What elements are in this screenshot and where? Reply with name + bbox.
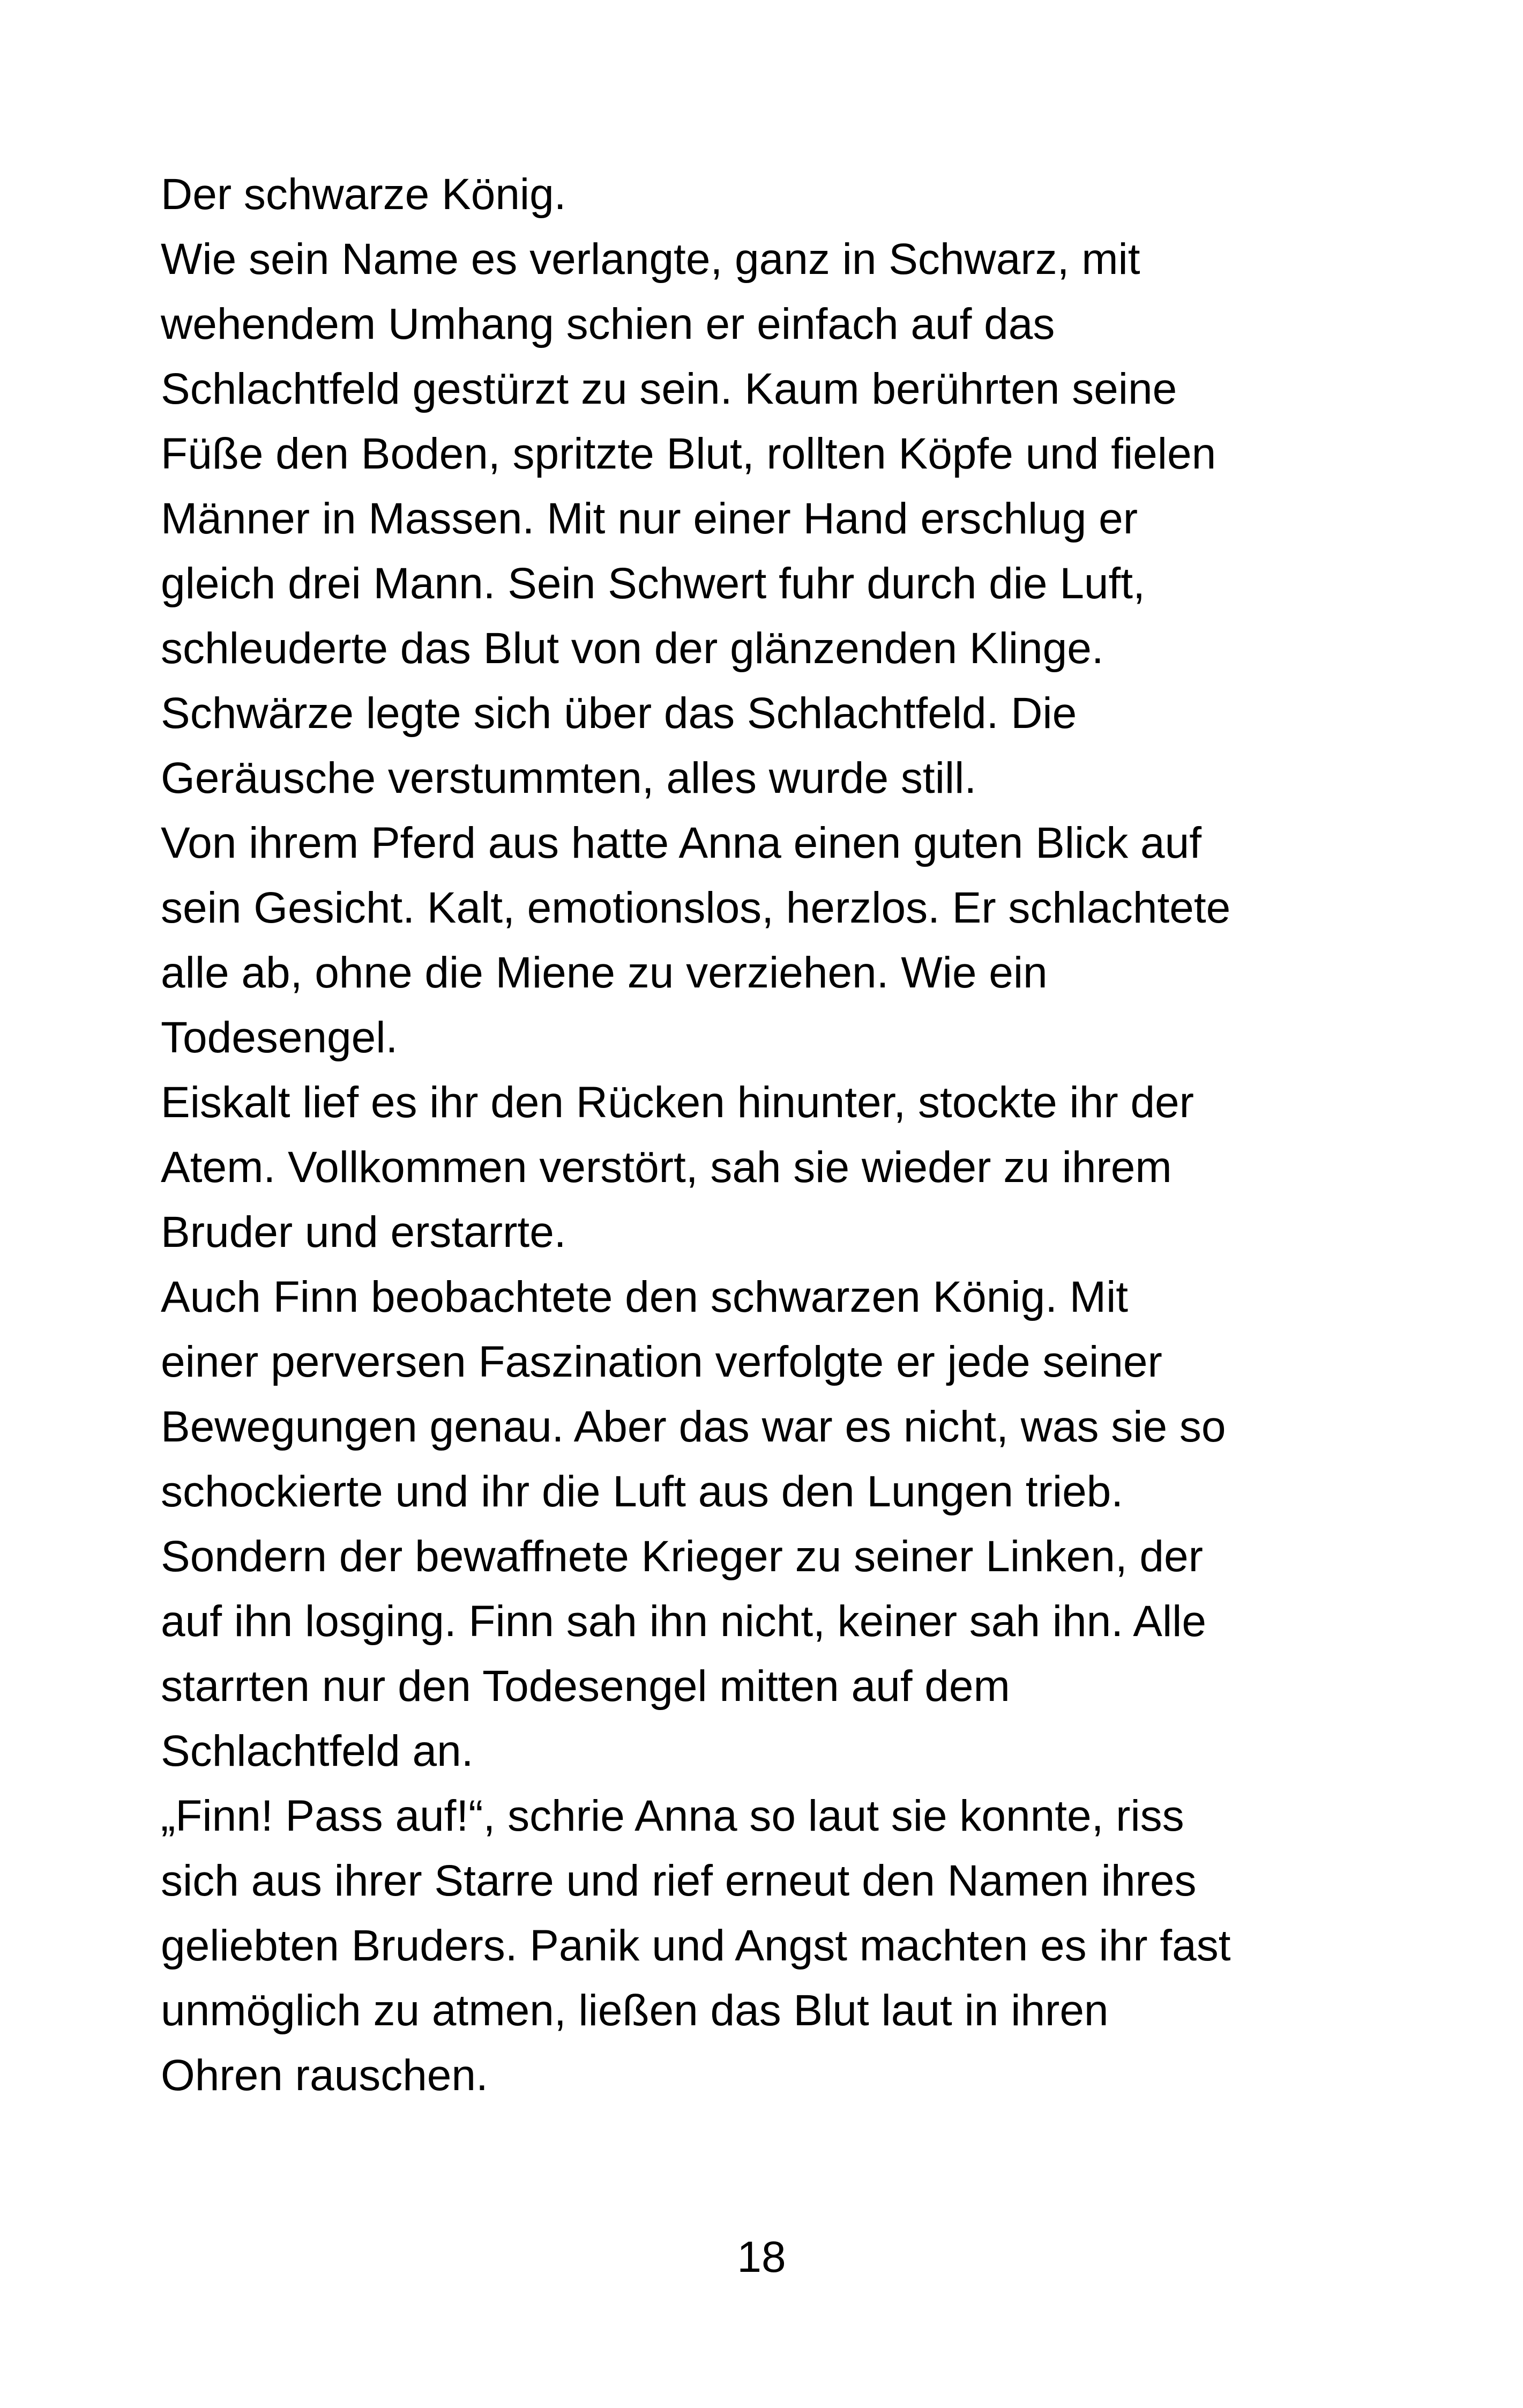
text-line: Schlachtfeld gestürzt zu sein. Kaum berührten seine	[161, 365, 1177, 413]
text-line: alle ab, ohne die Miene zu verziehen. Wie ein	[161, 948, 1048, 997]
text-line: Auch Finn beobachtete den schwarzen König. Mit	[161, 1273, 1129, 1321]
text-line: schleuderte das Blut von der glänzenden Klinge.	[161, 624, 1104, 673]
text-line: schockierte und ihr die Luft aus den Lungen trieb.	[161, 1467, 1124, 1516]
text-line: geliebten Bruders. Panik und Angst machten es ihr fast	[161, 1921, 1231, 1970]
text-line: Bruder und erstarrte.	[161, 1208, 566, 1257]
text-line: auf ihn losging. Finn sah ihn nicht, keiner sah ihn. Alle	[161, 1597, 1206, 1646]
body-text	[161, 162, 1393, 2108]
text-line: sein Gesicht. Kalt, emotionslos, herzlos. Er schlachtete	[161, 883, 1231, 932]
text-line: Schlachtfeld an.	[161, 1727, 474, 1775]
text-line: Männer in Massen. Mit nur einer Hand erschlug er	[161, 494, 1138, 543]
text-line: Schwärze legte sich über das Schlachtfeld. Die	[161, 689, 1077, 738]
text-line: „Finn! Pass auf!“, schrie Anna so laut sie konnte, riss	[161, 1792, 1184, 1840]
text-line: wehendem Umhang schien er einfach auf das	[161, 300, 1055, 348]
text-line: einer perversen Faszination verfolgte er jede seiner	[161, 1337, 1162, 1386]
text-line: Todesengel.	[161, 1013, 398, 1062]
text-line: Von ihrem Pferd aus hatte Anna einen guten Blick auf	[161, 819, 1201, 867]
text-line: starrten nur den Todesengel mitten auf dem	[161, 1662, 1010, 1711]
text-line: Füße den Boden, spritzte Blut, rollten Köpfe und fielen	[161, 429, 1216, 478]
text-line: Atem. Vollkommen verstört, sah sie wieder zu ihrem	[161, 1143, 1172, 1192]
text-line: Bewegungen genau. Aber das war es nicht, was sie so	[161, 1402, 1226, 1451]
text-line: Eiskalt lief es ihr den Rücken hinunter, stockte ihr der	[161, 1078, 1194, 1127]
text-line: Der schwarze König.	[161, 170, 566, 219]
text-line: sich aus ihrer Starre und rief erneut den Namen ihres	[161, 1856, 1197, 1905]
text-line: Geräusche verstummten, alles wurde still.	[161, 754, 977, 802]
text-line: Sondern der bewaffnete Krieger zu seiner Linken, der	[161, 1532, 1203, 1581]
text-line: Wie sein Name es verlangte, ganz in Schwarz, mit	[161, 235, 1140, 284]
text-line: Ohren rauschen.	[161, 2051, 488, 2100]
text-line: unmöglich zu atmen, ließen das Blut laut in ihren	[161, 1986, 1109, 2035]
page-number: 18	[737, 2233, 786, 2281]
text-line: gleich drei Mann. Sein Schwert fuhr durch die Luft,	[161, 559, 1145, 608]
